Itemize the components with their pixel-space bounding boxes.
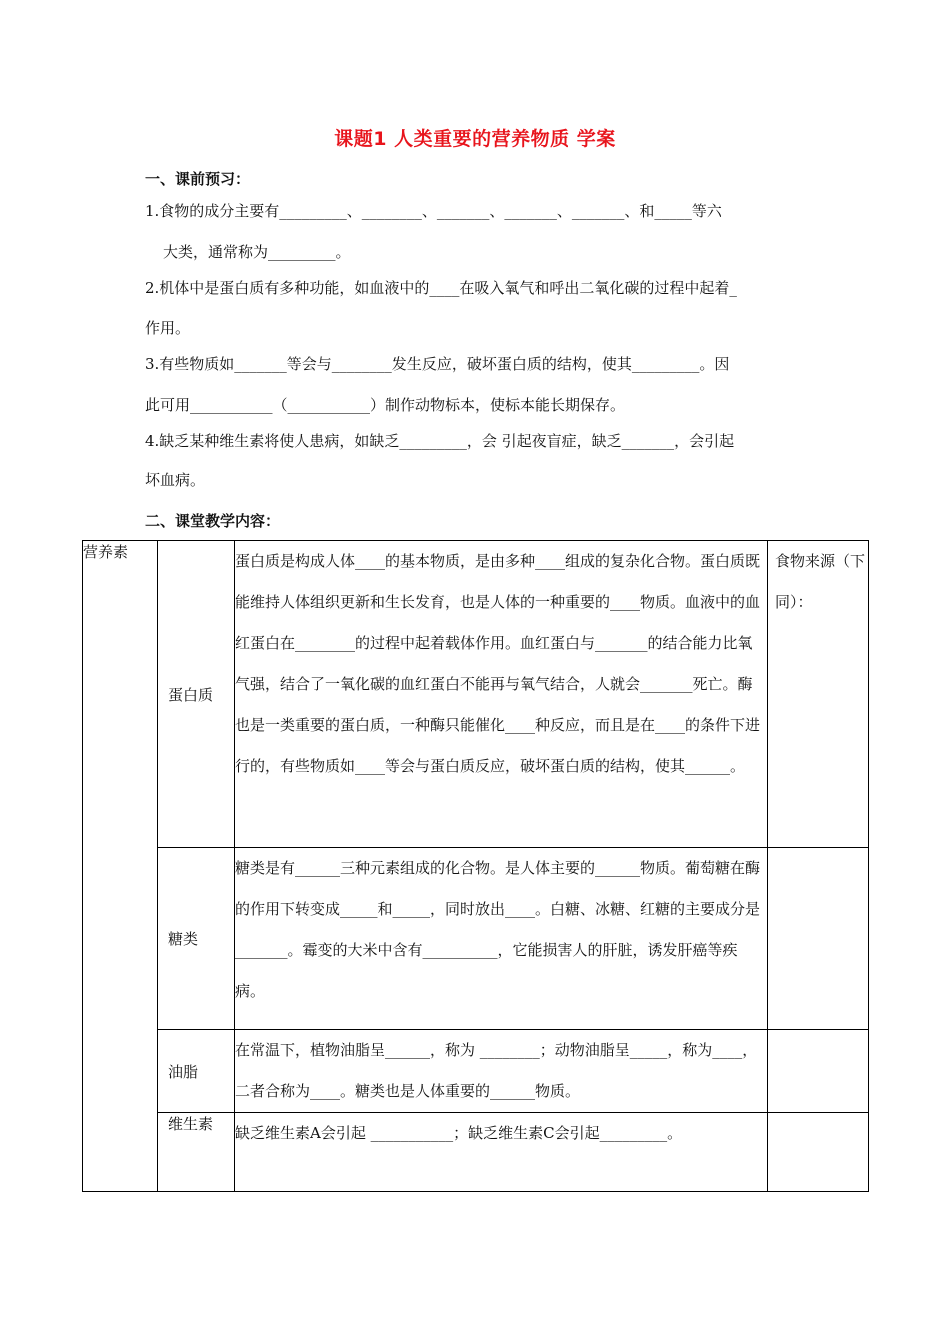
header-col-label: 营养素 xyxy=(83,543,129,561)
nutrient-content: 糖类是有______三种元素组成的化合物。是人体主要的______物质。葡萄糖在酶的作用下转变成_____和_____，同时放出____。白糖、冰糖、红糖的主要成分是_______。霉变的大米中含有__________，它能损害人的肝脏，诱发肝癌等疾病。 xyxy=(235,848,768,1030)
table-row xyxy=(83,541,869,848)
nutrient-name: 维生素 xyxy=(168,1115,214,1133)
nutrient-name-cell xyxy=(158,1113,235,1192)
preview-line: 作用。 xyxy=(145,319,191,337)
table-row xyxy=(83,1113,869,1192)
nutrient-content: 蛋白质是构成人体____的基本物质，是由多种____组成的复杂化合物。蛋白质既能维持人体组织更新和生长发育，也是人体的一种重要的____物质。血液中的血红蛋白在________的过程中起着载体作用。血红蛋白与_______的结合能力比氧气强，结合了一氧化碳的血红蛋白不能再与氧气结合，人就会_______死亡。酶也是一类重要的蛋白质，一种酶只能催化____种反应，而且是在____的条件下进行的，有些物质如____等会与蛋白质反应，破坏蛋白质的结构，使其______。 xyxy=(235,541,768,848)
section-heading-preview: 一、课前预习： xyxy=(145,170,251,188)
nutrient-name: 蛋白质 xyxy=(168,685,214,704)
preview-line: 坏血病。 xyxy=(145,471,206,489)
nutrient-content: 在常温下，植物油脂呈______，称为 ________；动物油脂呈_____，称为____，二者合称为____。糖类也是人体重要的______物质。 xyxy=(235,1030,768,1113)
nutrient-name-cell xyxy=(158,848,235,1030)
food-source-cell xyxy=(768,1030,869,1113)
nutrient-name: 油脂 xyxy=(168,1062,199,1081)
food-source-header: 食物来源（下同）： xyxy=(768,541,869,848)
preview-line: 此可用___________（___________）制作动物标本，使标本能长期保存。 xyxy=(145,396,626,414)
preview-line: 4.缺乏某种维生素将使人患病，如缺乏_________，会 引起夜盲症，缺乏_______，会引起 xyxy=(145,432,735,450)
preview-line: 大类，通常称为_________。 xyxy=(163,243,351,261)
nutrient-content: 缺乏维生素A会引起 ___________；缺乏维生素C会引起_________。 xyxy=(235,1113,768,1192)
food-source-cell xyxy=(768,1113,869,1192)
table-row xyxy=(83,848,869,1030)
table-row xyxy=(83,1030,869,1113)
food-source-cell xyxy=(768,848,869,1030)
nutrient-name-cell xyxy=(158,1030,235,1113)
nutrients-table xyxy=(82,540,869,1192)
preview-line: 2.机体中是蛋白质有多种功能，如血液中的____在吸入氧气和呼出二氧化碳的过程中起着_ xyxy=(145,279,737,297)
preview-line: 3.有些物质如_______等会与________发生反应，破坏蛋白质的结构，使其_________。因 xyxy=(145,355,730,373)
page-title: 课题1 人类重要的营养物质 学案 xyxy=(334,128,616,150)
nutrient-name-cell xyxy=(158,541,235,848)
section-heading-classroom: 二、课堂教学内容： xyxy=(145,512,281,530)
nutrient-name: 糖类 xyxy=(168,930,199,948)
preview-line: 1.食物的成分主要有_________、________、_______、_______、_______、和_____等六 xyxy=(145,202,722,220)
header-col-cell xyxy=(83,541,158,1192)
